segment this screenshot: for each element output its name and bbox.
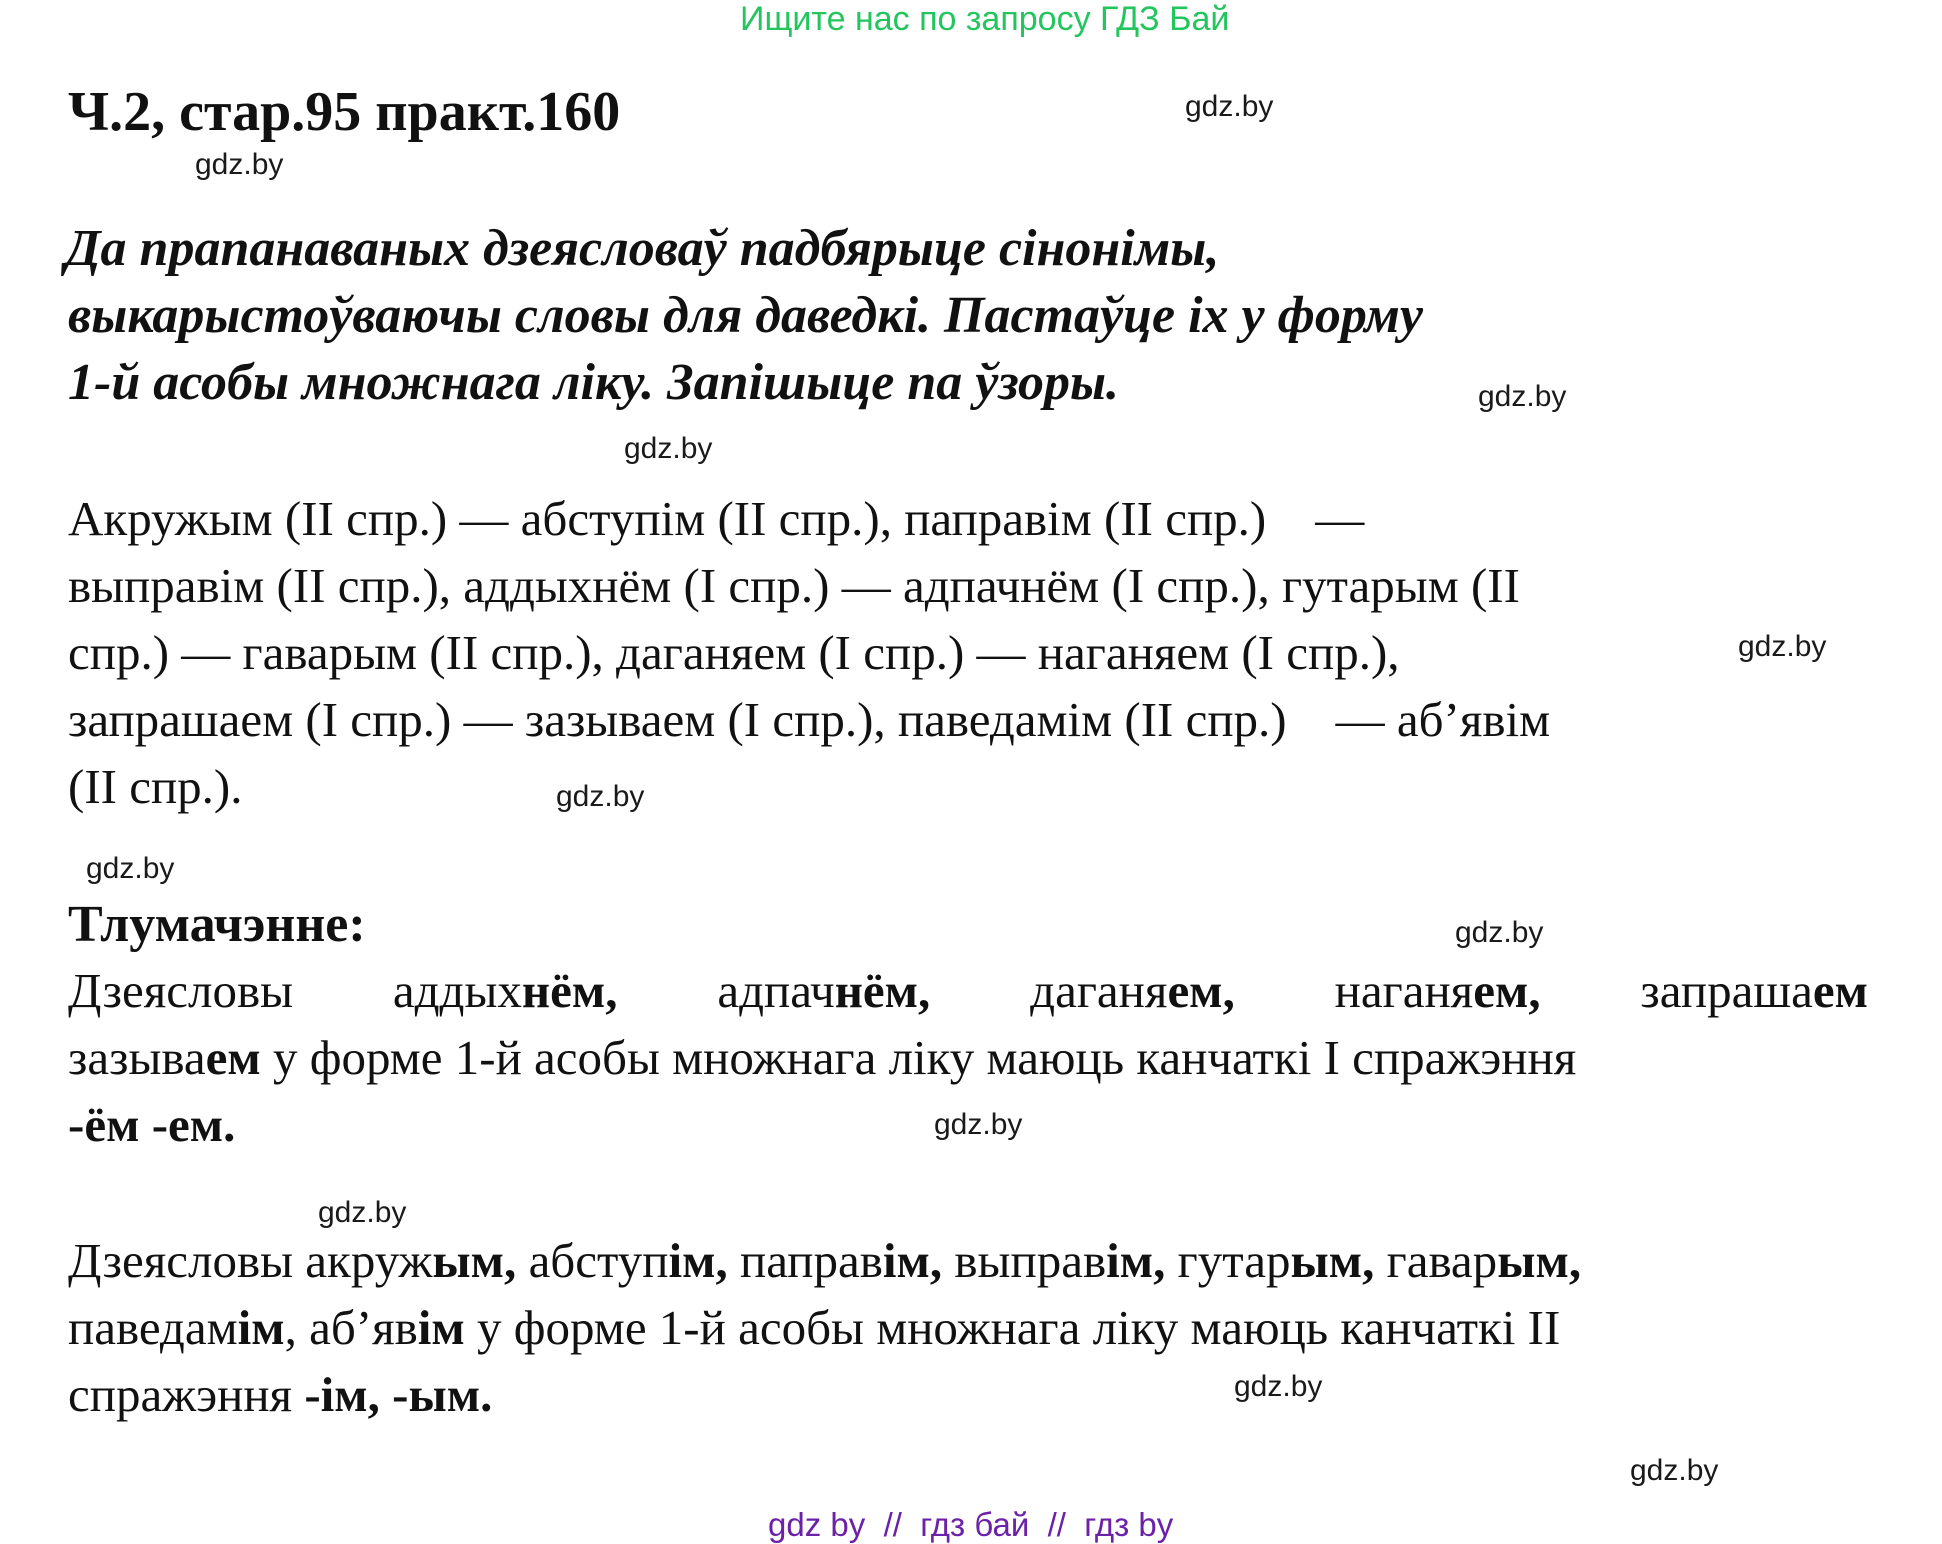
explanation-p1-line-2: зазываем у форме 1-й асобы множнага ліку маюць канчаткі І спражэння	[68, 1030, 1577, 1085]
answer-line-1: Акружым (II спр.) — абступім (II спр.), паправім (II спр.) —	[68, 491, 1365, 546]
answer-line-4: запрашаем (I спр.) — зазываем (I спр.), паведамім (II спр.) — аб’явім	[68, 692, 1551, 747]
watermark: gdz.by	[318, 1196, 407, 1229]
answer-line-3: спр.) — гаварым (II спр.), даганяем (I спр.) — наганяем (I спр.),	[68, 625, 1400, 680]
task-line-1: Да прапанаваных дзеясловаў падбярыце сінонімы,	[65, 220, 1220, 277]
page-title: Ч.2, стар.95 практ.160	[68, 81, 621, 143]
word: наганяем,	[1334, 963, 1541, 1018]
explanation-p2-line-1: Дзеясловы акружым, абступім, паправім, выправім, гутарым, гаварым,	[68, 1233, 1582, 1288]
answer-line-2: выправім (II спр.), аддыхнём (I спр.) — адпачнём (I спр.), гутарым (II	[68, 558, 1520, 613]
word: адпачнём,	[717, 963, 931, 1018]
watermark: gdz.by	[1185, 90, 1274, 123]
task-line-2: выкарыстоўваючы словы для даведкі. Пастаўце іх у форму	[68, 287, 1423, 344]
explanation-p2-line-2: паведамім, аб’явім у форме 1-й асобы множнага ліку маюць канчаткі II	[68, 1300, 1561, 1355]
explanation-p2-line-3: спражэння -ім, -ым.	[68, 1367, 493, 1422]
explanation-p1-line-3: -ём -ем.	[68, 1097, 236, 1152]
top-banner[interactable]: Ищите нас по запросу ГДЗ Бай	[740, 0, 1230, 38]
answer-line-5: (II спр.).	[68, 759, 243, 814]
watermark: gdz.by	[624, 432, 713, 465]
watermark: gdz.by	[1455, 916, 1544, 949]
watermark: gdz.by	[556, 780, 645, 813]
word: аддыхнём,	[392, 963, 618, 1018]
watermark: gdz.by	[1630, 1454, 1719, 1487]
task-line-3: 1-й асобы множнага ліку. Запішыце па ўзоры.	[68, 354, 1120, 411]
watermark: gdz.by	[1738, 630, 1827, 663]
word: запрашаем	[1640, 963, 1868, 1018]
watermark: gdz.by	[86, 852, 175, 885]
explanation-p1-line-1	[68, 962, 1868, 1019]
word: даганяем,	[1030, 963, 1235, 1018]
word: Дзеясловы	[68, 963, 294, 1018]
watermark: gdz.by	[934, 1108, 1023, 1141]
explanation-heading: Тлумачэнне:	[68, 896, 366, 953]
watermark: gdz.by	[1478, 380, 1567, 413]
watermark: gdz.by	[195, 148, 284, 181]
footer-links[interactable]: gdz by // гдз бай // гдз by	[768, 1506, 1174, 1543]
watermark: gdz.by	[1234, 1370, 1323, 1403]
